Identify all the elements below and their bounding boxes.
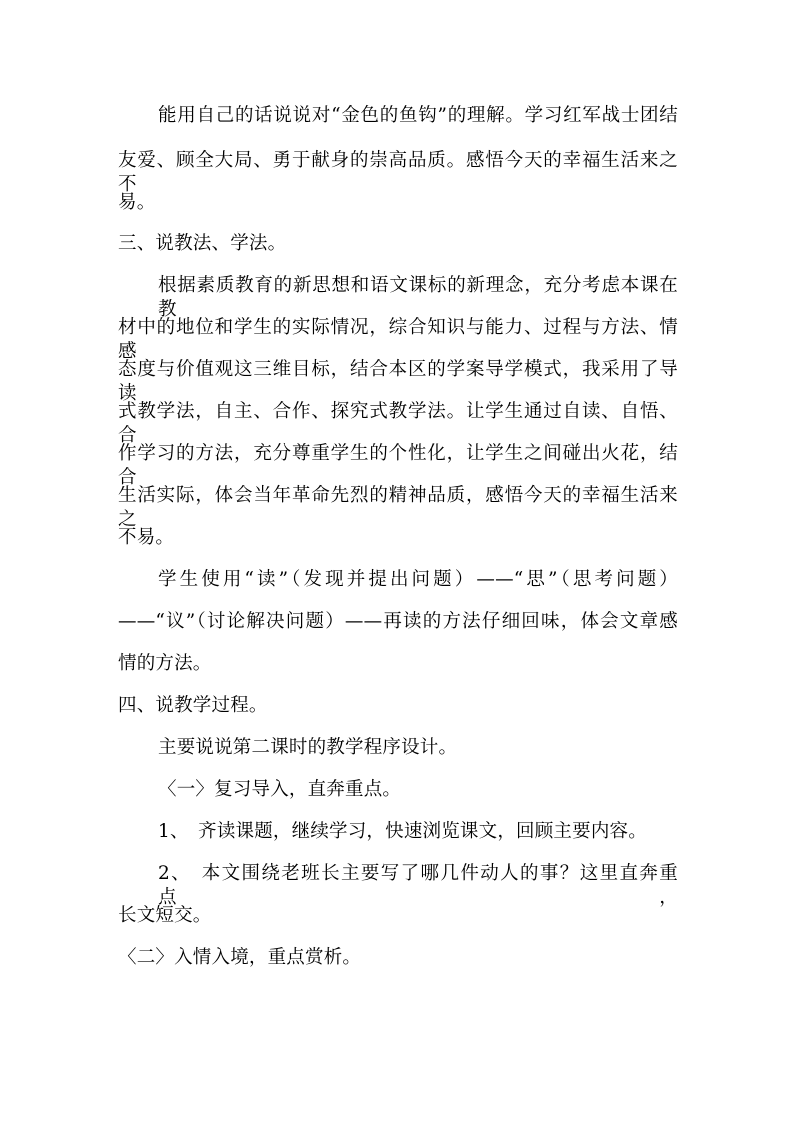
paragraph-line: 情的方法。 <box>118 653 212 674</box>
paragraph-line: 态度与价值观这三维目标，结合本区的学案导学模式，我采用了导读 <box>118 359 678 404</box>
section-heading: 四、说教学过程。 <box>118 695 268 716</box>
paragraph-line: 学生使用“读”（发现并提出问题）——“思”（思考问题） <box>158 569 678 590</box>
subsection-heading: 〈一〉复习导入，直奔重点。 <box>158 779 402 800</box>
list-item: 2、 本文围绕老班长主要写了哪几件动人的事？这里直奔重点， <box>158 863 678 908</box>
paragraph-line: 易。 <box>118 192 156 213</box>
paragraph-line: 式教学法，自主、合作、探究式教学法。让学生通过自读、自悟、合 <box>118 401 678 446</box>
paragraph-line: ——“议”（讨论解决问题）——再读的方法仔细回味，体会文章感 <box>118 611 678 632</box>
paragraph-line: 友爱、顾全大局、勇于献身的崇高品质。感悟今天的幸福生活来之不 <box>118 150 678 195</box>
paragraph-line: 能用自己的话说说对“金色的鱼钩”的理解。学习红军战士团结 <box>158 105 678 126</box>
paragraph-line: 生活实际，体会当年革命先烈的精神品质，感悟今天的幸福生活来之 <box>118 485 678 530</box>
subsection-heading: 〈二〉入情入境，重点赏析。 <box>118 947 362 968</box>
paragraph-line: 材中的地位和学生的实际情况，综合知识与能力、过程与方法、情感 <box>118 317 678 362</box>
paragraph-line: 主要说说第二课时的教学程序设计。 <box>158 737 458 758</box>
paragraph-line: 长文短交。 <box>118 905 212 926</box>
paragraph-line: 作学习的方法，充分尊重学生的个性化，让学生之间碰出火花，结合 <box>118 443 678 488</box>
list-item: 1、 齐读课题，继续学习，快速浏览课文，回顾主要内容。 <box>158 821 647 842</box>
paragraph-line: 不易。 <box>118 527 175 548</box>
section-heading: 三、说教法、学法。 <box>118 233 287 254</box>
paragraph-line: 根据素质教育的新思想和语文课标的新理念，充分考虑本课在教 <box>158 275 678 320</box>
